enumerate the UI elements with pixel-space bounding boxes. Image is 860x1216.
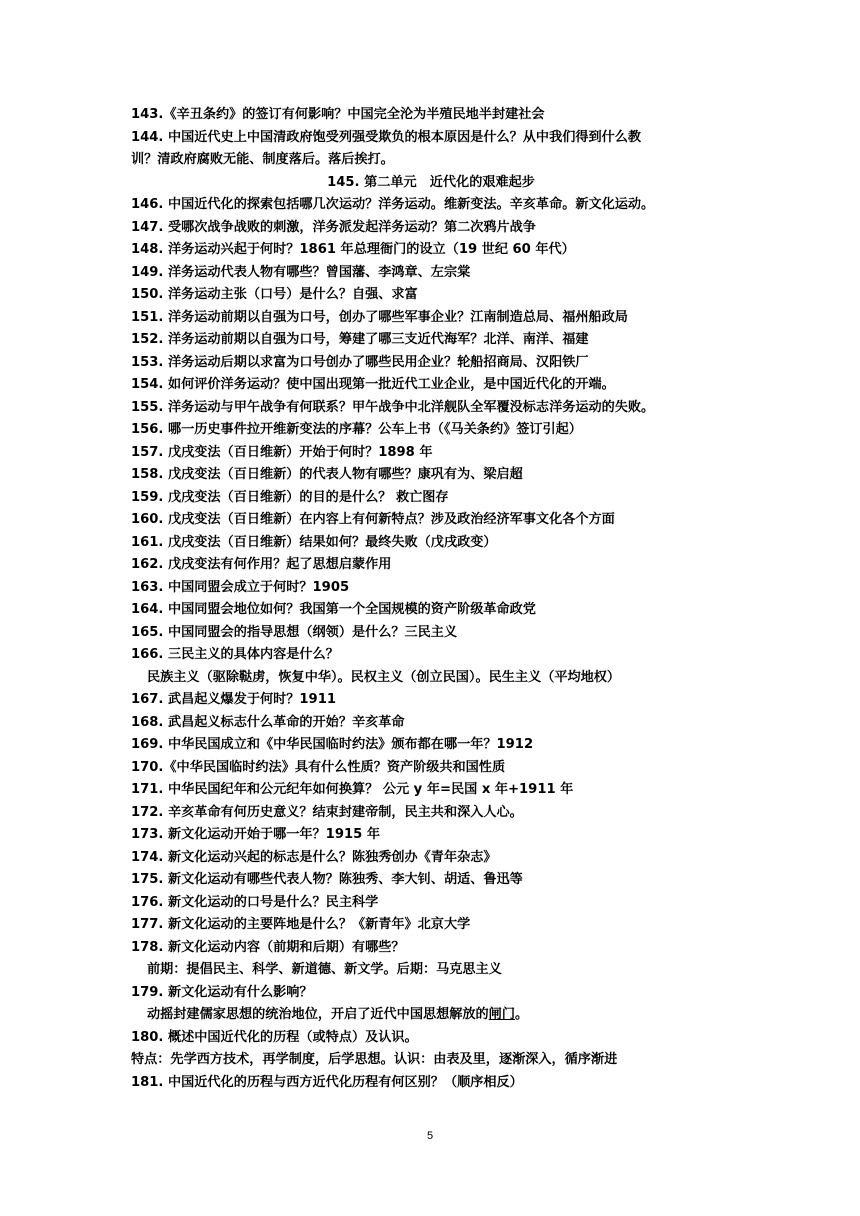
text-line: 164. 中国同盟会地位如何？我国第一个全国规模的资产阶级革命政党 [131, 602, 536, 617]
text-line: 148. 洋务运动兴起于何时？1861 年总理衙门的设立（19 世纪 60 年代） [131, 242, 575, 257]
text-line: 161. 戊戌变法（百日维新）结果如何？最终失败（戊戌政变） [131, 534, 497, 550]
text-line: 153. 洋务运动后期以求富为口号创办了哪些民用企业？轮船招商局、汉阳铁厂 [131, 354, 589, 370]
text-line: 151. 洋务运动前期以自强为口号，创办了哪些军事企业？江南制造总局、福州船政局 [131, 309, 628, 325]
text-line: 159. 戊戌变法（百日维新）的目的是什么？ 救亡图存 [131, 489, 449, 505]
text-line: 训？清政府腐败无能、制度落后。落后挨打。 [131, 152, 394, 167]
text-line: 146. 中国近代化的探索包括哪几次运动？洋务运动。维新变法。辛亥革命。新文化运动。 [131, 197, 655, 212]
text-line: 168. 武昌起义标志什么革命的开始？辛亥革命 [131, 714, 405, 730]
text-line: 143.《辛丑条约》的签订有何影响？中国完全沦为半殖民地半封建社会 [131, 107, 545, 122]
text-line: 157. 戊戌变法（百日维新）开始于何时？1898 年 [131, 444, 433, 460]
text-line: 169. 中华民国成立和《中华民国临时约法》颁布都在哪一年？1912 [131, 737, 534, 752]
answer-line: 民族主义（驱除鞑虏，恢复中华）。民权主义（创立民国）。民生主义（平均地权） [147, 669, 621, 685]
text-line: 166. 三民主义的具体内容是什么？ [131, 647, 339, 662]
answer-period: 。 [514, 1007, 529, 1022]
text-line: 144. 中国近代史上中国清政府饱受列强受欺负的根本原因是什么？从中我们得到什么教 [131, 129, 642, 145]
text-line: 173. 新文化运动开始于哪一年？1915 年 [131, 827, 380, 842]
text-line: 171. 中华民国纪年和公元纪年如何换算？ 公元 y 年=民国 x 年+1911 年 [131, 782, 574, 797]
text-line: 167. 武昌起义爆发于何时？1911 [131, 692, 336, 707]
answer-line: 前期：提倡民主、科学、新道德、新文学。后期：马克思主义 [147, 962, 502, 977]
answer-line [131, 1004, 731, 1027]
answer-text: 动摇封建儒家思想的统治地位，开启了近代中国思想解放的 [147, 1007, 489, 1022]
text-line: 147. 受哪次战争战败的刺激，洋务派发起洋务运动？第二次鸦片战争 [131, 219, 536, 235]
text-line: 150. 洋务运动主张（口号）是什么？自强、求富 [131, 287, 418, 302]
text-line: 180. 概述中国近代化的历程（或特点）及认识。 [131, 1029, 418, 1045]
text-line: 160. 戊戌变法（百日维新）在内容上有何新特点？涉及政治经济军事文化各个方面 [131, 512, 615, 527]
section-heading: 145. 第二单元 近代化的艰难起步 [327, 174, 535, 190]
text-line: 149. 洋务运动代表人物有哪些？曾国藩、李鸿章、左宗棠 [131, 264, 471, 280]
text-line: 154. 如何评价洋务运动？使中国出现第一批近代工业企业，是中国近代化的开端。 [131, 377, 615, 392]
text-line: 172. 辛亥革命有何历史意义？结束封建帝制，民主共和深入人心。 [131, 804, 523, 820]
page-number: 5 [426, 1130, 434, 1142]
question-list [131, 104, 731, 1094]
text-line: 163. 中国同盟会成立于何时？1905 [131, 579, 350, 595]
text-line: 152. 洋务运动前期以自强为口号，筹建了哪三支近代海军？北洋、南洋、福建 [131, 332, 589, 347]
text-line: 165. 中国同盟会的指导思想（纲领）是什么？三民主义 [131, 624, 458, 640]
underlined-word: 闸门 [488, 1007, 515, 1022]
text-line: 162. 戊戌变法有何作用？起了思想启蒙作用 [131, 557, 392, 572]
text-line: 特点：先学西方技术，再学制度，后学思想。认识：由表及里，逐渐深入，循序渐进 [131, 1052, 618, 1067]
text-line: 170.《中华民国临时约法》具有什么性质？资产阶级共和国性质 [131, 759, 506, 775]
text-line: 156. 哪一历史事件拉开维新变法的序幕？公车上书（《马关条约》签订引起） [131, 422, 582, 437]
text-line: 174. 新文化运动兴起的标志是什么？陈独秀创办《青年杂志》 [131, 849, 497, 865]
text-line: 178. 新文化运动内容（前期和后期）有哪些？ [131, 939, 405, 955]
text-line: 176. 新文化运动的口号是什么？民主科学 [131, 894, 379, 910]
text-line: 179. 新文化运动有什么影响？ [131, 984, 313, 1000]
text-line: 177. 新文化运动的主要阵地是什么？《新青年》北京大学 [131, 917, 471, 932]
text-line: 155. 洋务运动与甲午战争有何联系？甲午战争中北洋舰队全军覆没标志洋务运动的失败。 [131, 399, 655, 415]
text-line: 181. 中国近代化的历程与西方近代化历程有何区别？（顺序相反） [131, 1074, 523, 1090]
text-line: 175. 新文化运动有哪些代表人物？陈独秀、李大钊、胡适、鲁迅等 [131, 872, 523, 887]
text-line: 158. 戊戌变法（百日维新）的代表人物有哪些？康巩有为、梁启超 [131, 467, 523, 482]
